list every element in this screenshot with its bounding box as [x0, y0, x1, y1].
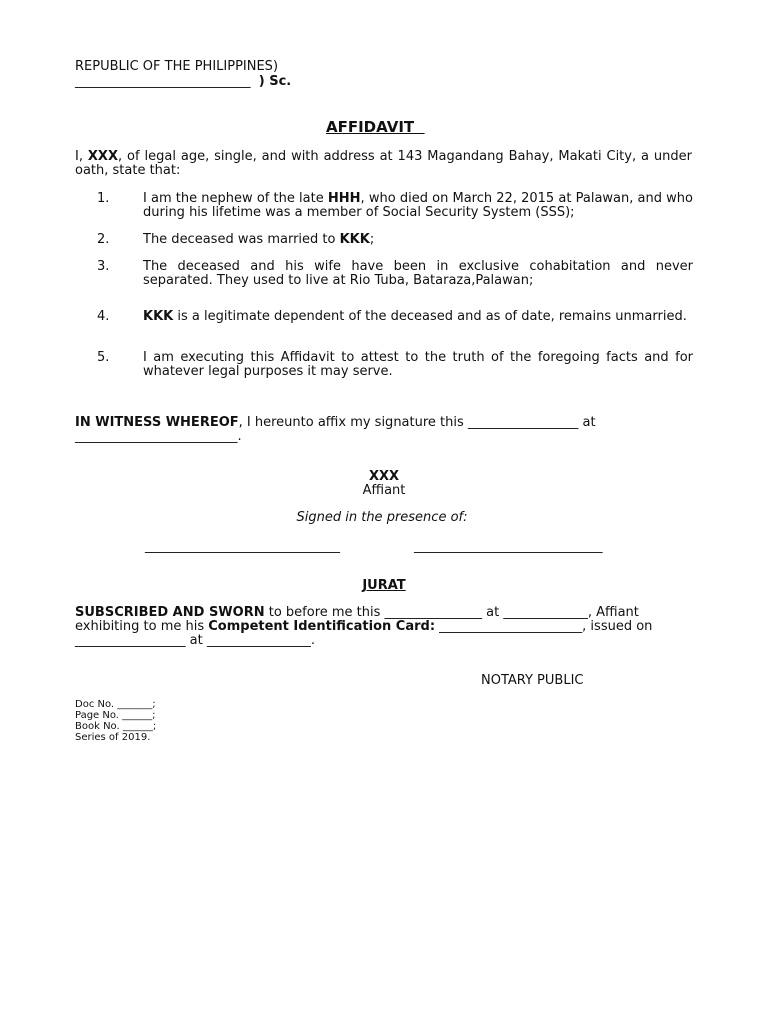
- affiant-name: XXX: [368, 469, 400, 484]
- witness-date-blank: _________________________.: [75, 429, 242, 444]
- intro-prefix: I,: [75, 149, 88, 164]
- witness-signature-line-2: _____________________________: [414, 539, 603, 554]
- item-text-post: is a legitimate dependent of the deceased and as of date, remains unmarried.: [173, 309, 687, 324]
- affiant-signature-name: [0, 470, 768, 484]
- affiant-name-inline: XXX: [87, 149, 118, 164]
- signed-presence: Signed in the presence of:: [296, 510, 468, 525]
- notary-public-label: NOTARY PUBLIC: [481, 673, 584, 688]
- item-text: [143, 351, 693, 379]
- intro-paragraph: [75, 150, 692, 178]
- intro-text: , of legal age, single, and with address at 143 Magandang Bahay, Makati City, a under oath, state that:: [75, 149, 692, 178]
- sc-label: ) Sc.: [258, 74, 292, 89]
- jurat-text-2a: exhibiting to me his: [75, 619, 209, 634]
- item-text-bold: KKK: [143, 309, 174, 324]
- jurat-title: [0, 579, 768, 593]
- item-text-bold: KKK: [339, 232, 370, 247]
- witness-bold: IN WITNESS WHEREOF: [75, 415, 239, 430]
- item-text-pre: I am the nephew of the late: [143, 191, 328, 206]
- item-number: 4.: [97, 309, 110, 324]
- jurat-text-2b: ______________________, issued on: [435, 619, 653, 634]
- page-number: Page No. ______;: [75, 710, 156, 721]
- witness-paragraph: [75, 416, 692, 430]
- witness-signature-line-1: ______________________________: [145, 539, 340, 554]
- affiant-role: Affiant: [362, 483, 406, 498]
- item-text-pre: The deceased was married to: [143, 232, 340, 247]
- competent-id-label: Competent Identification Card:: [208, 619, 436, 634]
- item-number: 2.: [97, 232, 110, 247]
- series-year: Series of 2019.: [75, 732, 151, 743]
- jurat-line-3: _________________ at ________________.: [75, 633, 315, 648]
- subscribed-sworn: SUBSCRIBED AND SWORN: [75, 605, 265, 620]
- item-number: 1.: [97, 191, 110, 206]
- item-number: 5.: [97, 350, 110, 365]
- item-text: [143, 192, 693, 220]
- item-text: [143, 233, 693, 247]
- item-text-pre: The deceased and his wife have been in exclusive cohabitation and never separated. They used to live at Rio Tuba, Bataraza,Palawan;: [143, 259, 693, 288]
- item-text: [143, 260, 693, 288]
- item-text-bold: HHH: [327, 191, 361, 206]
- item-number: 3.: [97, 259, 110, 274]
- venue-line: [75, 75, 291, 89]
- witness-text: , I hereunto affix my signature this _________________ at: [238, 415, 596, 430]
- item-text: [143, 310, 693, 324]
- jurat-line-2: [75, 620, 652, 634]
- book-number: Book No. ______;: [75, 721, 157, 732]
- item-text-post: , who died on March 22, 2015 at Palawan, and who during his lifetime was a member of Social Security System (SSS);: [143, 191, 693, 220]
- affidavit-title: AFFIDAVIT: [326, 118, 425, 136]
- doc-number: Doc No. _______;: [75, 699, 156, 710]
- venue-blank: ___________________________: [75, 74, 251, 89]
- jurat-title-text: JURAT: [362, 578, 406, 593]
- republic-header: REPUBLIC OF THE PHILIPPINES): [75, 59, 279, 74]
- item-text-post: ;: [369, 232, 375, 247]
- item-text-pre: I am executing this Affidavit to attest to the truth of the foregoing facts and for whatever legal purposes it may serve.: [143, 350, 693, 379]
- jurat-text-1: to before me this _______________ at _____________, Affiant: [264, 605, 639, 620]
- jurat-line-1: [75, 606, 639, 620]
